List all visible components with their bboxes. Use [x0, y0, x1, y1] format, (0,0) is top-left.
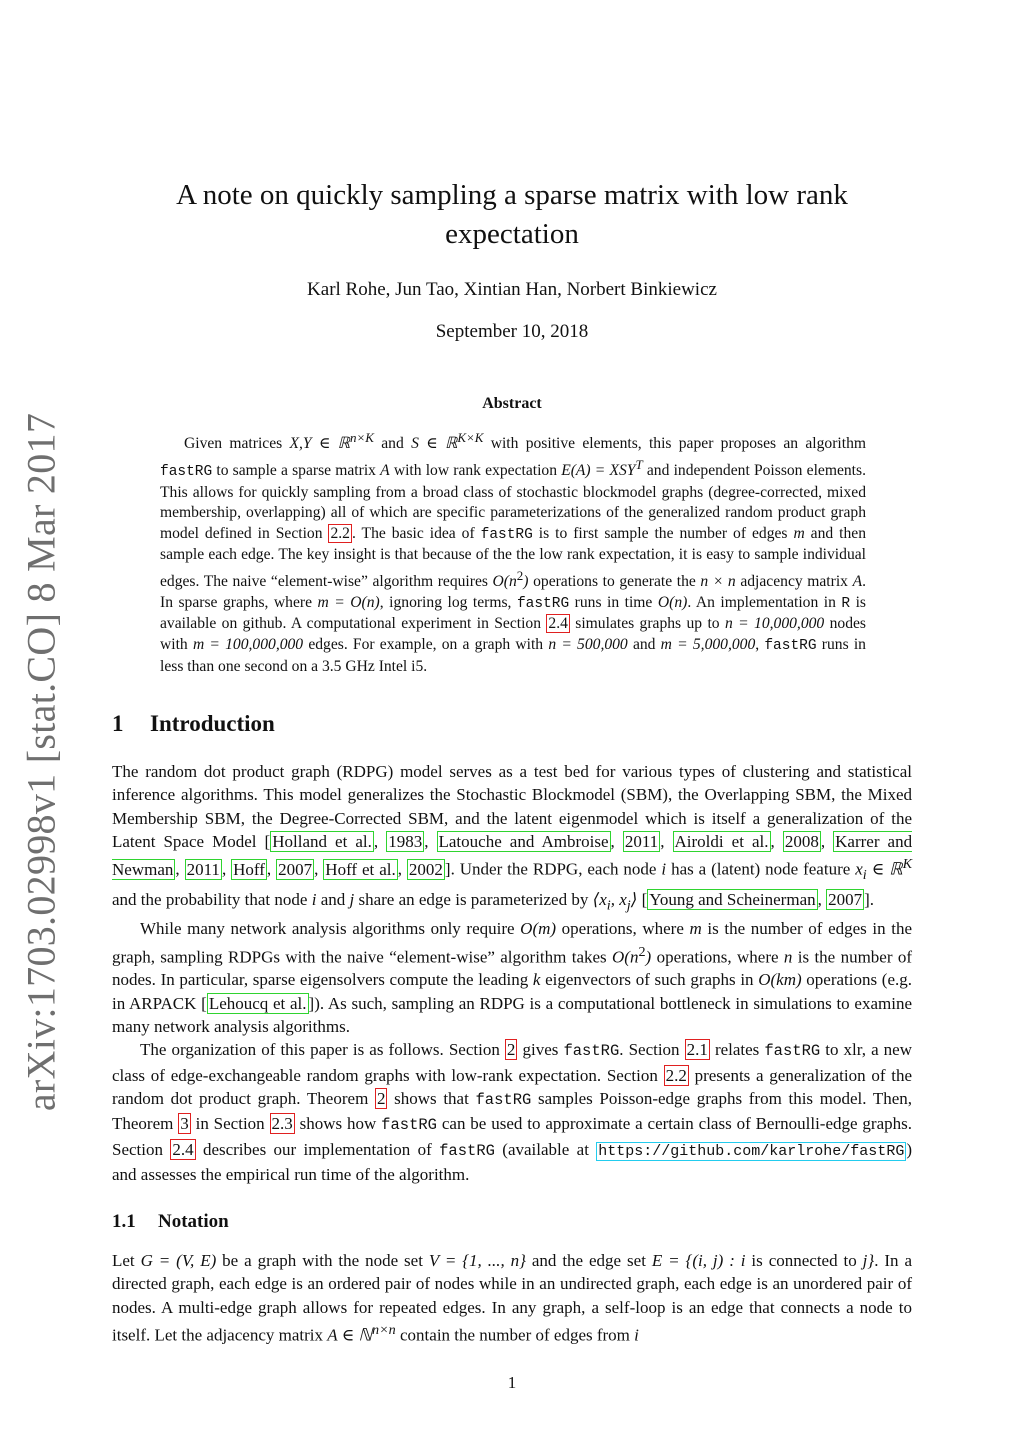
theorem-ref-link[interactable]: 3 [180, 1114, 189, 1134]
citation-link[interactable]: 2011 [624, 831, 659, 851]
citation-link[interactable]: Young and Scheinerman [649, 889, 816, 909]
theorem-ref-link[interactable]: 2 [376, 1088, 386, 1108]
notation-body: Let G = (V, E) be a graph with the node set V = {1, ..., n} and the edge set E = {(i, j) : i is connected to j}. In a directed graph, each edge is an ordered pair of nodes while in an undirected graph, each edge is an unordered pair of nodes. A multi-edge graph allows for repeated edges. In any graph, a self-loop is an edge that connects a node to itself. Let the adjacency matrix A ∈ ℕ$^{n\times n}$ contain the number of edges from i [112, 1251, 913, 1345]
citation-link[interactable]: 2008 [784, 831, 819, 851]
intro-paragraph-3: The organization of this paper is as follows. Section 2 gives fastRG. Section 2.1 relates fastRG to xlr, a new class of edge-exchangeable random graphs with low-rank expectation. Section 2.2 presents a generalization of the random dot product graph. Theorem 2 shows that fastRG samples Poisson-edge graphs from this model. Then, Theorem 3 in Section 2.3 shows how fastRG can be used to approximate a certain class of Bernoulli-edge graphs. Section 2.4 describes our implementation of fastRG (available at https://github.com/karlrohe/fastRG ) and assesses the empirical run time of the algorithm. [112, 1040, 913, 1184]
citation-link[interactable]: Hoff [233, 859, 265, 879]
citation-link[interactable]: Karrer and Newman [112, 831, 913, 879]
page-number: 1 [507, 1373, 517, 1392]
citation-link[interactable]: 2002 [408, 859, 443, 879]
abstract-body [160, 428, 866, 677]
citation-link[interactable]: Airoldi et al. [674, 831, 769, 851]
citation-link[interactable]: Hoff et al. [325, 859, 396, 879]
section-ref-link[interactable]: 2.1 [686, 1040, 708, 1060]
section-ref-link[interactable]: 2.4 [172, 1139, 194, 1159]
citation-link[interactable]: Lehoucq et al. [208, 993, 307, 1013]
introduction-body [112, 760, 912, 1186]
arxiv-sidebar [8, 412, 74, 1112]
citation-link[interactable]: Latouche and Ambroise [438, 831, 609, 851]
citation-link[interactable]: Holland et al. [272, 831, 372, 851]
citation-link[interactable]: 2011 [186, 859, 220, 879]
section-ref-link[interactable]: 2.2 [330, 524, 350, 542]
intro-paragraph-2: While many network analysis algorithms only require O(m) operations, where m is the number of edges in the graph, sampling RDPGs with the naive “element-wise” algorithm takes $O(n^2)$ operations, where n is the number of nodes. In particular, sparse eigensolvers compute the leading k eigenvectors of such graphs in O(km) operations (e.g. in ARPACK [ Lehoucq et al. ]). As such, sampling an RDPG is a computational bottleneck in simulations to examine many network analysis algorithms. [112, 919, 913, 1037]
section-heading-notation: 1.1 Notation [112, 1211, 229, 1232]
section-ref-link[interactable]: 2 [506, 1040, 516, 1060]
section-ref-link[interactable]: 2.3 [271, 1114, 293, 1134]
intro-paragraph-1: The random dot product graph (RDPG) model serves as a test bed for various types of clustering and statistical inference algorithms. This model generalizes the Stochastic Blockmodel (SBM), the Overlapping SBM, the Mixed Membership SBM, the Degree-Corrected SBM, and the latent eigenmodel which is itself a generalization of the Latent Space Model [ Holland et al. , 1983 , Latouche and Ambroise , 2011 , Airoldi et al. , 2008 , Karrer and Newman , 2011 , Hoff , 2007 , Hoff et al. , 2002 ]. Under the RDPG, each node i has a (latent) node feature $x_i$ ∈ ℝ$^K$ and the probability that node i and j share an edge is parameterized by $⟨x_i$, $x_j⟩$ [ Young and Scheinerman , 2007 ]. [112, 762, 913, 913]
section-ref-link[interactable]: 2.4 [548, 615, 568, 633]
abstract-paragraph: Given matrices X,Y ∈ ℝ$^{n\times K}$ and S ∈ ℝ$^{K\times K}$ with positive elements, this paper proposes an algorithm fastRG to sample a sparse matrix A with low rank expectation $E(A) = XSY^T$ and independent Poisson elements. This allows for quickly sampling from a broad class of stochastic blockmodel graphs (degree-corrected, mixed membership, overlapping) all of which are specific parameterizations of the generalized random product graph model defined in Section 2.2 . The basic idea of fastRG is to first sample the number of edges m and then sample each edge. The key insight is that because of the the low rank expectation, it is easy to sample individual edges. The naive “element-wise” algorithm requires $O(n^2)$ operations to generate the n × n adjacency matrix A. In sparse graphs, where m = O(n), ignoring log terms, fastRG runs in time O(n). An implementation in R is available on github. A computational experiment in Section 2.4 simulates graphs up to n = 10,000,000 nodes with m = 100,000,000 edges. For example, on a graph with n = 500,000 and m = 5,000,000, fastRG runs in less than one second on a 3.5 GHz Intel i5. [160, 430, 867, 675]
paper-date: September 10, 2018 [435, 321, 589, 342]
citation-link[interactable]: 2007 [278, 859, 313, 879]
abstract-heading: Abstract [482, 395, 542, 412]
section-heading-introduction: 1 Introduction [112, 711, 275, 736]
arxiv-identifier: arXiv:1703.02998v1 [stat.CO] 8 Mar 2017 [18, 412, 64, 1112]
paper-title: A note on quickly sampling a sparse matrix with low rank expectation [176, 179, 848, 250]
github-url-link[interactable]: https://github.com/karlrohe/fastRG [598, 1142, 905, 1160]
citation-link[interactable]: 1983 [388, 831, 423, 851]
author-list: Karl Rohe, Jun Tao, Xintian Han, Norbert Binkiewicz [307, 279, 717, 300]
citation-link[interactable]: 2007 [828, 889, 863, 909]
section-ref-link[interactable]: 2.2 [665, 1065, 687, 1085]
